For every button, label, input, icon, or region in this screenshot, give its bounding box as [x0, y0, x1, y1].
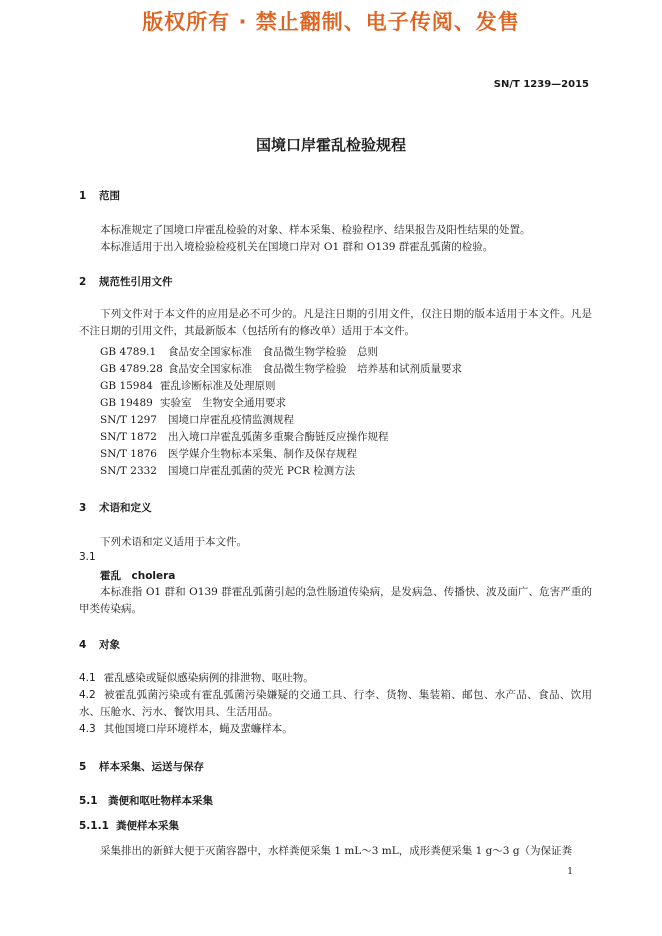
- reference-name: 食品安全国家标准 食品微生物学检验 培养基和试剂质量要求: [168, 363, 462, 375]
- reference-item: [100, 446, 357, 461]
- section-number: 5: [79, 761, 87, 773]
- reference-item: [100, 395, 286, 410]
- reference-item: [100, 361, 462, 376]
- item-number: 4.2: [79, 689, 96, 701]
- section-2-heading: [79, 274, 173, 289]
- reference-code: GB 4789.1: [100, 346, 157, 358]
- section-3-heading: [79, 500, 152, 515]
- section-number: 1: [79, 190, 87, 202]
- section-4-heading: [79, 637, 120, 652]
- standard-number: SN/T 1239—2015: [493, 79, 589, 90]
- item-number: 4.1: [79, 672, 96, 684]
- paragraph: 本标准规定了国境口岸霍乱检验的对象、样本采集、检验程序、结果报告及阳性结果的处置。: [100, 224, 531, 236]
- paragraph: 本标准适用于出入境检验检疫机关在国境口岸对 O1 群和 O139 群霍乱弧菌的检验。: [100, 241, 494, 253]
- term: 霍乱 cholera: [100, 570, 176, 582]
- section-number: 3: [79, 502, 87, 514]
- reference-name: 霍乱诊断标准及处理原则: [160, 380, 276, 392]
- section-title: 规范性引用文件: [99, 276, 173, 288]
- reference-name: 医学媒介生物标本采集、制作及保存规程: [168, 448, 357, 460]
- item-text: 霍乱感染或疑似感染病例的排泄物、呕吐物。: [103, 672, 314, 684]
- paragraph: 采集排出的新鲜大便于灭菌容器中，水样粪便采集 1 mL～3 mL，成形粪便采集 1 g～3 g（为保证粪: [100, 845, 573, 857]
- subclause-number: 3.1: [79, 551, 96, 563]
- page-number: 1: [567, 867, 573, 877]
- subsection-number: 5.1: [79, 795, 98, 807]
- paragraph: 下列术语和定义适用于本文件。: [100, 536, 247, 548]
- reference-name: 实验室 生物安全通用要求: [160, 397, 286, 409]
- reference-item: [100, 344, 378, 359]
- document-title: 国境口岸霍乱检验规程: [255, 136, 406, 154]
- section-title: 范围: [99, 190, 120, 202]
- reference-item: [100, 378, 276, 393]
- reference-name: 出入境口岸霍乱弧菌多重聚合酶链反应操作规程: [168, 431, 389, 443]
- list-item: [79, 687, 592, 721]
- reference-code: GB 15984: [100, 380, 153, 392]
- copyright-banner: 版权所有 · 禁止翻制、电子传阅、发售: [142, 10, 520, 34]
- subsubsection-title: 粪便样本采集: [116, 820, 179, 832]
- section-title: 术语和定义: [99, 502, 152, 514]
- subsubsection-heading: [79, 818, 179, 833]
- reference-item: [100, 463, 355, 478]
- reference-code: SN/T 1876: [100, 448, 157, 460]
- reference-code: SN/T 1872: [100, 431, 157, 443]
- reference-item: [100, 429, 389, 444]
- reference-name: 国境口岸霍乱弧菌的荧光 PCR 检测方法: [168, 465, 356, 477]
- item-number: 4.3: [79, 723, 96, 735]
- item-text: 其他国境口岸环境样本，蝇及蜚蠊样本。: [103, 723, 293, 735]
- reference-name: 食品安全国家标准 食品微生物学检验 总则: [168, 346, 378, 358]
- subsection-heading: [79, 793, 213, 808]
- section-number: 2: [79, 276, 87, 288]
- reference-name: 国境口岸霍乱疫情监测规程: [168, 414, 294, 426]
- reference-item: [100, 412, 294, 427]
- reference-code: SN/T 2332: [100, 465, 157, 477]
- reference-code: GB 19489: [100, 397, 153, 409]
- section-title: 对象: [99, 639, 120, 651]
- section-title: 样本采集、运送与保存: [99, 761, 204, 773]
- definition: 本标准指 O1 群和 O139 群霍乱弧菌引起的急性肠道传染病，是发病急、传播快、波及面广、危害严重的甲类传染病。: [79, 586, 592, 615]
- reference-code: SN/T 1297: [100, 414, 157, 426]
- subsection-title: 粪便和呕吐物样本采集: [108, 795, 213, 807]
- list-item: [79, 721, 592, 738]
- item-text: 被霍乱弧菌污染或有霍乱弧菌污染嫌疑的交通工具、行李、货物、集装箱、邮包、水产品、食品、饮用水、压舱水、污水、餐饮用具、生活用品。: [79, 689, 592, 718]
- list-item: [79, 670, 592, 687]
- reference-code: GB 4789.28: [100, 363, 163, 375]
- section-1-heading: [79, 188, 120, 203]
- section-5-heading: [79, 759, 204, 774]
- paragraph: 下列文件对于本文件的应用是必不可少的。凡是注日期的引用文件，仅注日期的版本适用于本文件。凡是不注日期的引用文件，其最新版本（包括所有的修改单）适用于本文件。: [79, 308, 592, 337]
- section-number: 4: [79, 639, 87, 651]
- subsubsection-number: 5.1.1: [79, 820, 109, 832]
